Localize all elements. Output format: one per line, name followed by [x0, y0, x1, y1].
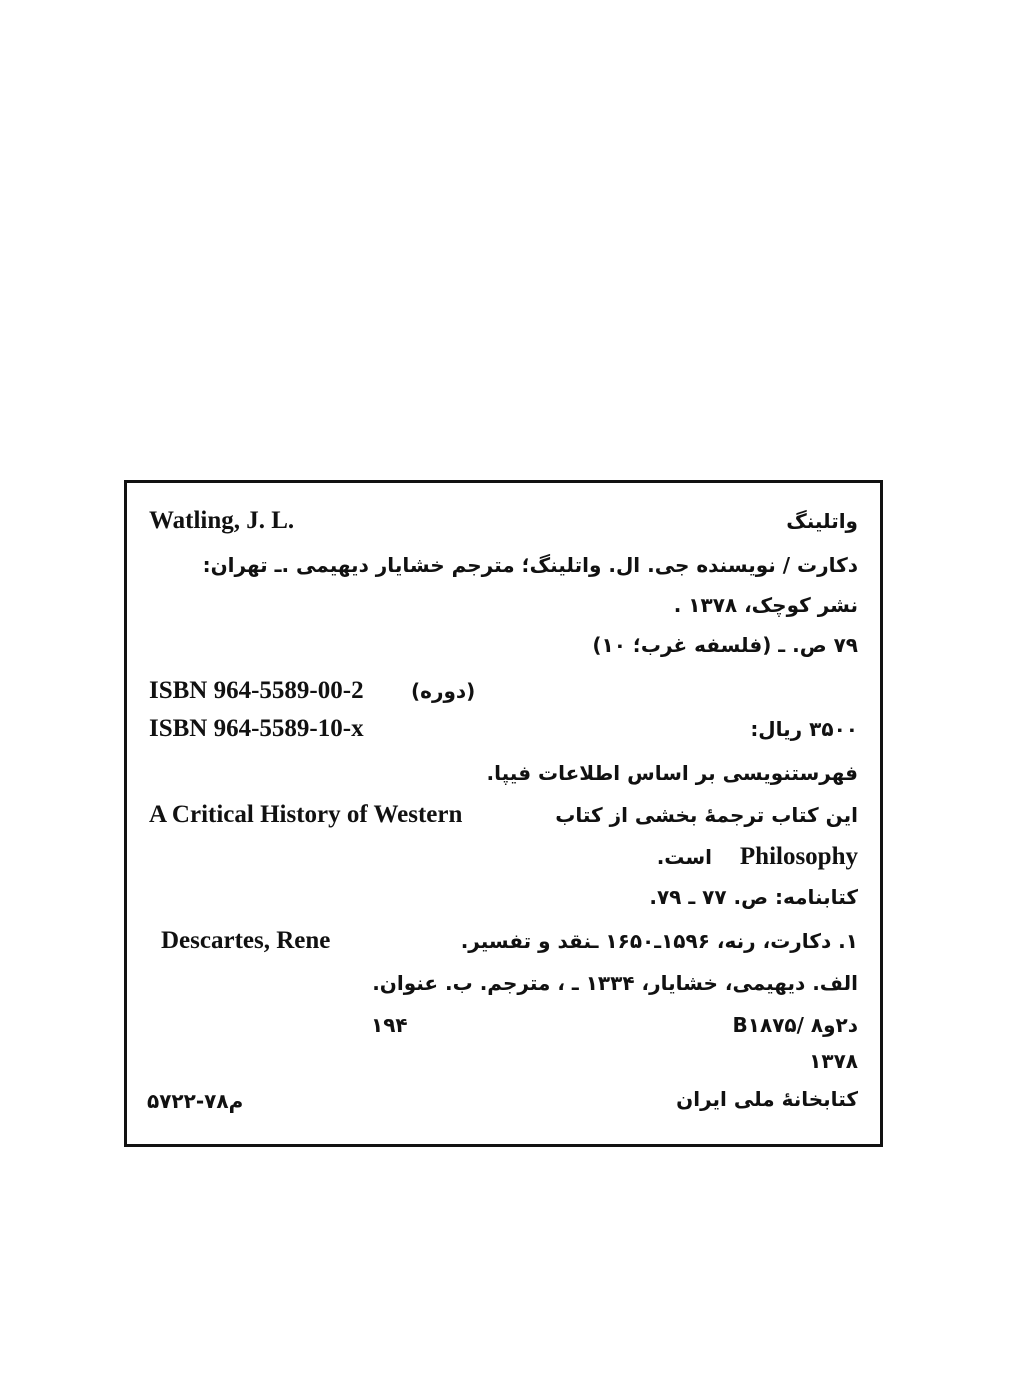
publisher-line: نشر کوچک، ۱۳۷۸ .: [673, 593, 858, 617]
isbn-volume: ISBN 964-5589-10-x: [149, 715, 364, 742]
translation-note-title-cont: Philosophy: [739, 843, 858, 870]
added-entries: الف. دیهیمی، خشایار، ۱۳۳۴ ـ ، مترجم. ب. عنوان.: [372, 971, 858, 995]
bibliography: کتابنامه: ص. ۷۷ ـ ۷۹.: [649, 885, 858, 909]
record-number: م۷۸-۵۷۲۲: [147, 1089, 244, 1113]
title-line: دکارت / نویسنده جی. ال. واتلینگ؛ مترجم خشایار دیهیمی .ـ تهران:: [202, 553, 858, 577]
library-name: کتابخانهٔ ملی ایران: [676, 1087, 858, 1111]
isbn-set-note: (دوره): [411, 679, 476, 703]
pages-series: ۷۹ ص. ـ (فلسفه غرب؛ ۱۰): [592, 633, 858, 657]
author-persian: واتلینگ: [786, 509, 858, 533]
subject-persian: ۱. دکارت، رنه، ۱۵۹۶ـ۱۶۵۰ ـنقد و تفسیر.: [460, 929, 858, 953]
catalog-card: [124, 480, 883, 1147]
call-number: B۱۸۷۵/ ۸د۲و: [732, 1013, 858, 1037]
price: ۳۵۰۰ ریال:: [750, 717, 858, 741]
subject-latin: Descartes, Rene: [161, 927, 331, 954]
translation-note-persian: این کتاب ترجمهٔ بخشی از کتاب: [555, 803, 858, 827]
isbn-set: ISBN 964-5589-00-2: [149, 677, 364, 704]
fipa-note: فهرستنویسی بر اساس اطلاعات فیپا.: [486, 761, 858, 785]
translation-note-end: است.: [656, 845, 712, 869]
call-year: ۱۳۷۸: [809, 1049, 858, 1073]
dewey-number: ۱۹۴: [371, 1013, 408, 1037]
author-latin: Watling, J. L.: [149, 507, 295, 534]
translation-note-title: A Critical History of Western: [149, 801, 463, 828]
